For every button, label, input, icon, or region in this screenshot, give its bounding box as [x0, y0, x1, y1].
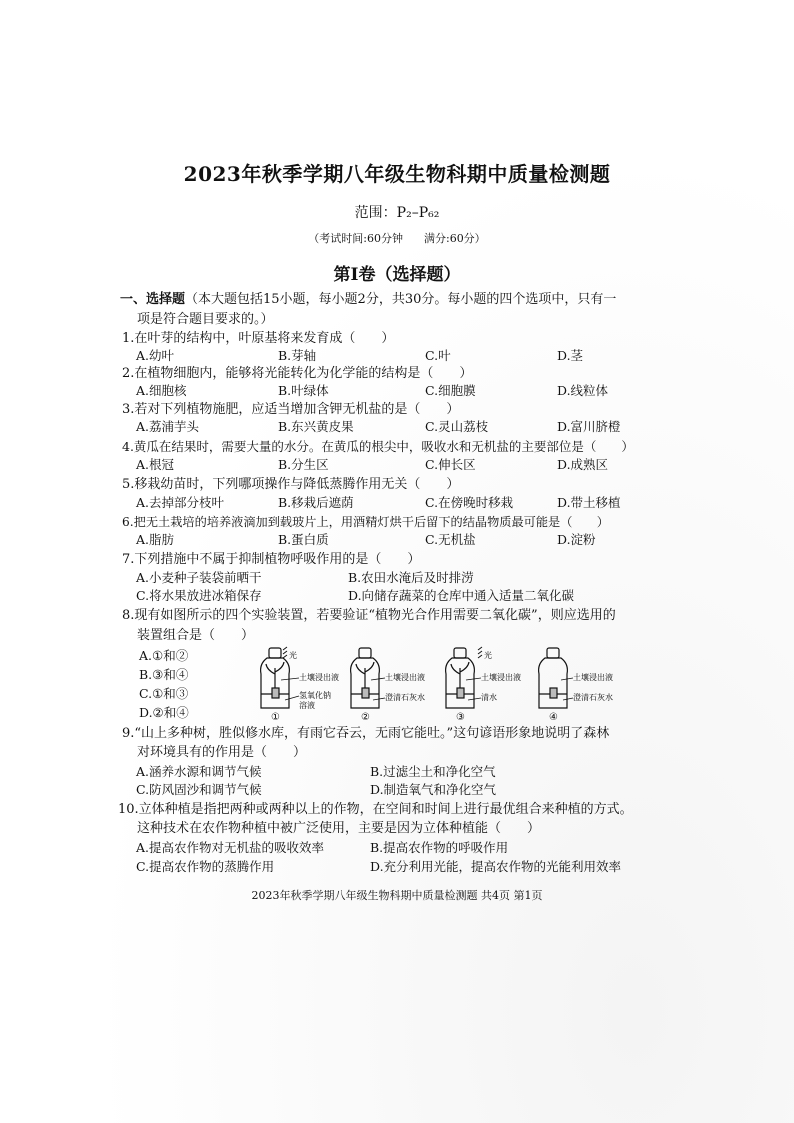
q9-option-c: C.防风固沙和调节气候 [136, 782, 262, 797]
q2-option-d: D.线粒体 [557, 383, 609, 398]
question-5-stem: 5.移栽幼苗时，下列哪项操作与降低蒸腾作用无关（ ） [122, 477, 460, 492]
q7-option-a: A.小麦种子装袋前晒干 [136, 570, 262, 585]
q1-option-d: D.茎 [557, 348, 584, 363]
q6-option-c: C.无机盐 [425, 532, 476, 547]
question-4-stem: 4.黄瓜在结果时，需要大量的水分。在黄瓜的根尖中，吸收水和无机盐的主要部位是（ ） [122, 439, 634, 454]
question-2-stem: 2.在植物细胞内，能够将光能转化为化学能的结构是（ ） [122, 366, 473, 381]
jar-2 [351, 648, 380, 708]
q2-option-b: B.叶绿体 [278, 383, 329, 398]
question-6-stem: 6.把无土栽培的培养液滴加到载玻片上，用酒精灯烘干后留下的结晶物质最可能是（ ） [122, 515, 609, 529]
instructions-line2: 项是符合题目要求的。） [137, 312, 274, 327]
q10-option-c: C.提高农作物的蒸腾作用 [136, 859, 275, 874]
q5-option-a: A.去掉部分枝叶 [136, 495, 225, 510]
instructions-heading: 一、选择题 [120, 292, 186, 307]
q2-option-a: A.细胞核 [136, 383, 187, 398]
q7-option-b: B.农田水淹后及时排涝 [348, 570, 474, 585]
q1-option-b: B.芽轴 [278, 348, 317, 363]
experiment-figure [255, 642, 635, 722]
q4-option-c: C.伸长区 [425, 457, 476, 472]
question-10-stem-cont: 这种技术在农作物种植中被广泛使用，主要是因为立体种植能（ ） [137, 821, 541, 836]
q6-option-d: D.淀粉 [557, 532, 596, 547]
q3-option-c: C.灵山荔枝 [425, 419, 489, 434]
exam-time: （考试时间:60分钟 [308, 232, 403, 245]
soil-extract-label-3: 土壤浸出液 [481, 673, 521, 682]
water-label: 清水 [481, 693, 497, 702]
question-8-stem-cont: 装置组合是（ ） [137, 628, 255, 643]
question-10-stem: 10.立体种植是指把两种或两种以上的作物，在空间和时间上进行最优组合来种植的方式。 [118, 802, 633, 817]
instructions-text: （本大题包括15小题，每小题2分，共30分。每小题的四个选项中，只有一 [185, 292, 617, 307]
q4-option-b: B.分生区 [278, 457, 329, 472]
q9-option-d: D.制造氧气和净化空气 [370, 782, 497, 797]
soil-extract-label-4: 土壤浸出液 [573, 673, 613, 682]
q7-option-c: C.将水果放进冰箱保存 [136, 588, 262, 603]
light-label-3: 光 [484, 651, 492, 660]
soil-extract-label-1: 土壤浸出液 [299, 673, 339, 682]
q6-option-b: B.蛋白质 [278, 532, 329, 547]
light-label-1: 光 [289, 651, 297, 660]
q3-option-b: B.东兴黄皮果 [278, 419, 354, 434]
soil-extract-label-2: 土壤浸出液 [385, 673, 425, 682]
q5-option-b: B.移栽后遮荫 [278, 495, 354, 510]
q3-option-a: A.荔浦芋头 [136, 419, 200, 434]
figure-label-1: ① [271, 712, 280, 722]
jar-4 [539, 648, 568, 708]
exam-meta [0, 230, 794, 246]
q7-option-d: D.向储存蔬菜的仓库中通入适量二氧化碳 [348, 588, 575, 603]
question-9-stem-cont: 对环境具有的作用是（ ） [137, 745, 307, 760]
q4-option-a: A.根冠 [136, 457, 175, 472]
q2-option-c: C.细胞膜 [425, 383, 476, 398]
q8-option-b: B.③和④ [139, 667, 189, 682]
figure-label-3: ③ [456, 712, 465, 722]
figure-label-2: ② [361, 712, 370, 722]
naoh-label: 氢氧化钠 [299, 691, 331, 700]
question-9-stem: 9.“山上多种树，胜似修水库，有雨它吞云，无雨它能吐。”这句谚语形象地说明了森林 [122, 726, 610, 741]
q5-option-d: D.带土移植 [557, 495, 621, 510]
q3-option-d: D.富川脐橙 [557, 419, 621, 434]
q10-option-a: A.提高农作物对无机盐的吸收效率 [136, 840, 325, 855]
jar-1 [261, 647, 290, 708]
q1-option-c: C.叶 [425, 348, 451, 363]
full-score: 满分:60分） [423, 232, 486, 245]
page-title: 2023年秋季学期八年级生物科期中质量检测题 [183, 162, 611, 186]
section-title: 第Ⅰ卷（选择题） [333, 265, 461, 285]
q5-option-c: C.在傍晚时移栽 [425, 495, 514, 510]
question-1-stem: 1.在叶芽的结构中，叶原基将来发育成（ ） [122, 331, 395, 346]
page-footer: 2023年秋季学期八年级生物科期中质量检测题 共4页 第1页 [251, 889, 543, 902]
question-7-stem: 7.下列措施中不属于抑制植物呼吸作用的是（ ） [122, 552, 421, 567]
instructions-line1 [120, 290, 616, 310]
figure-label-4: ④ [549, 712, 558, 722]
q8-option-a: A.①和② [139, 648, 189, 663]
q9-option-b: B.过滤尘土和净化空气 [370, 764, 496, 779]
q9-option-a: A.涵养水源和调节气候 [136, 764, 262, 779]
question-8-stem: 8.现有如图所示的四个实验装置，若要验证“植物光合作用需要二氧化碳”，则应选用的 [122, 608, 616, 623]
q1-option-a: A.幼叶 [136, 348, 175, 363]
naoh-label-2: 溶液 [299, 701, 315, 710]
q8-option-c: C.①和③ [139, 686, 189, 701]
q6-option-a: A.脂肪 [136, 532, 175, 547]
exam-range: 范围：P₂–P₆₂ [354, 205, 440, 221]
limewater-label-2: 澄清石灰水 [385, 693, 425, 702]
question-3-stem: 3.若对下列植物施肥，应适当增加含钾无机盐的是（ ） [122, 402, 460, 417]
q10-option-b: B.提高农作物的呼吸作用 [370, 840, 509, 855]
q8-option-d: D.②和④ [139, 705, 189, 720]
q10-option-d: D.充分利用光能，提高农作物的光能利用效率 [370, 859, 622, 874]
q4-option-d: D.成熟区 [557, 457, 609, 472]
limewater-label-4: 澄清石灰水 [573, 693, 613, 702]
